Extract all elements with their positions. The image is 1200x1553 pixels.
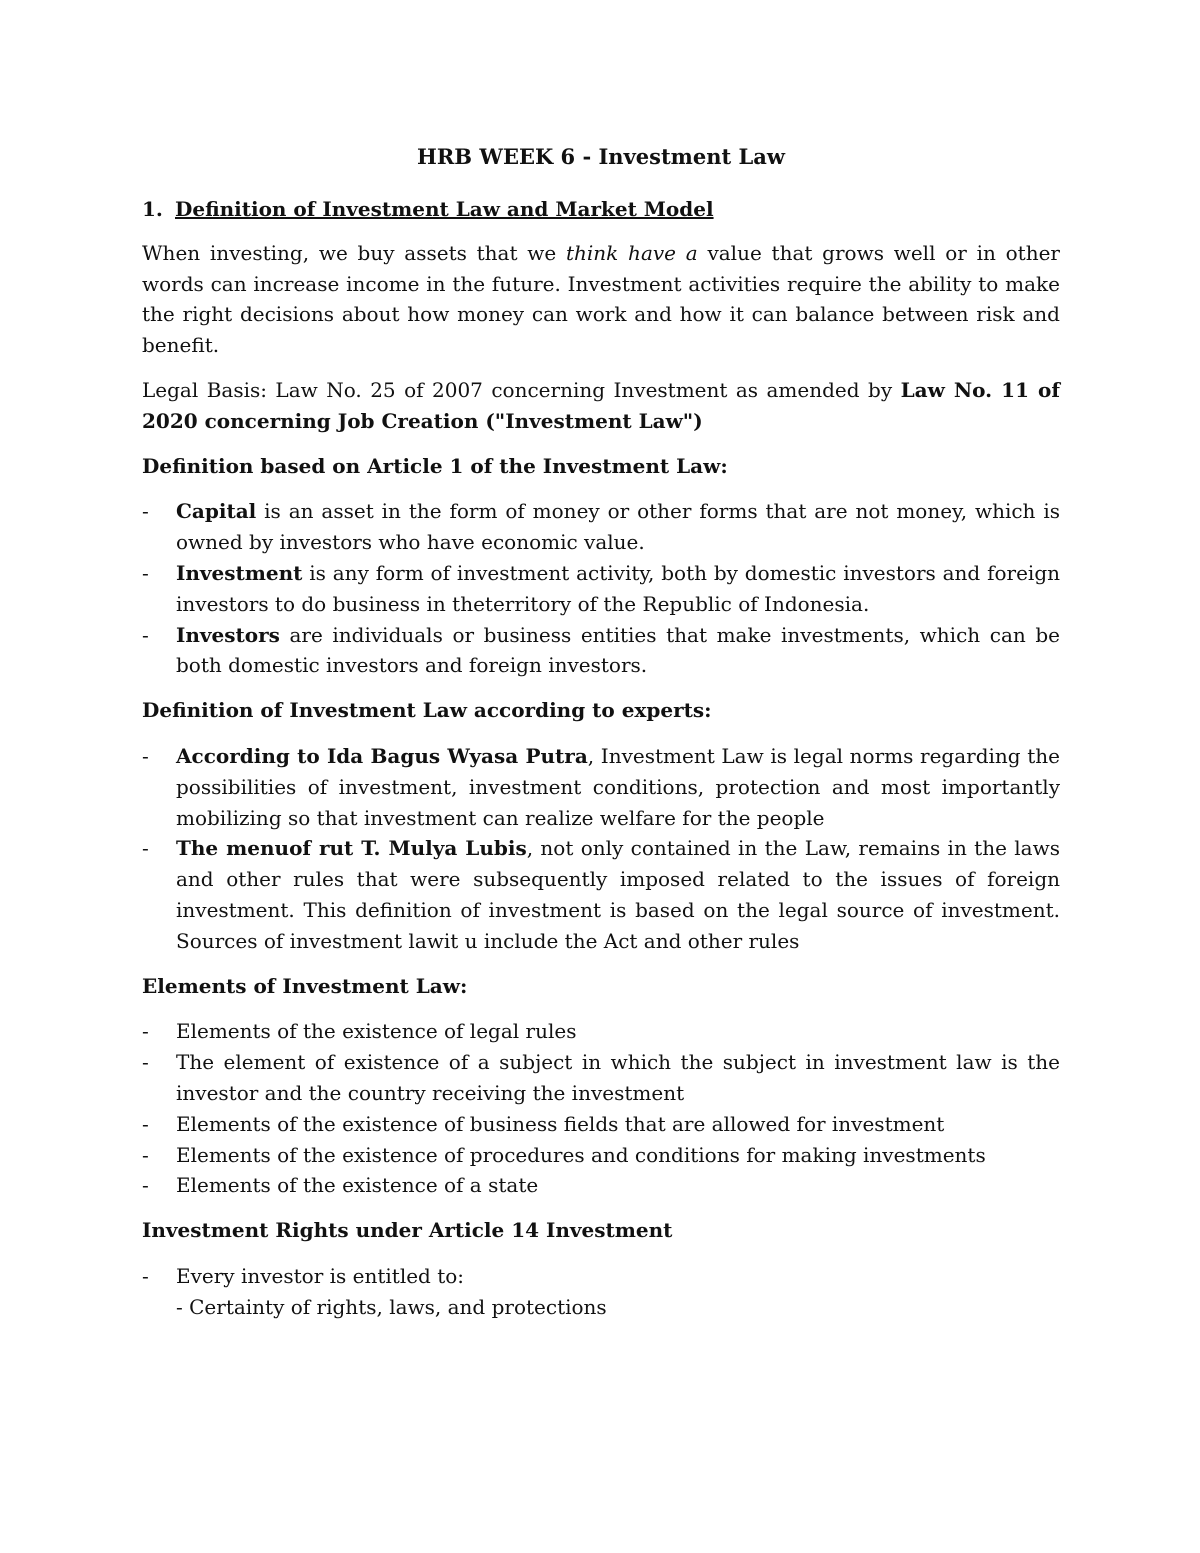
- list-item-text: is any form of investment activity, both by domestic investors and foreign investors to do business in theterritory of the Republic of Indonesia.: [176, 560, 1060, 616]
- list-item-term: Capital: [176, 499, 257, 524]
- legal-basis-bold: Law No. 11 of 2020 concerning Job Creation ("Investment Law"): [142, 377, 1060, 433]
- list-subitem-text: - Certainty of rights, laws, and protections: [176, 1294, 607, 1319]
- intro-text-italic: think have a: [565, 240, 698, 265]
- list-item: [142, 496, 1060, 558]
- list-item: [142, 833, 1060, 956]
- elements-list: [142, 1016, 1060, 1201]
- section-1-heading: [142, 194, 1060, 225]
- list-item: [142, 1261, 1060, 1323]
- intro-text-end: value that grows well or in other words can increase income in the future. Investment activities require the ability to make the right decisions about how money can work and how it can balance between risk and benefit.: [142, 240, 1060, 358]
- list-item: [142, 620, 1060, 682]
- list-item: - Elements of the existence of legal rules: [142, 1016, 1060, 1047]
- list-item-term: The menuof rut T. Mulya Lubis: [176, 836, 527, 861]
- list-item: - Elements of the existence of procedures and conditions for making investments: [142, 1140, 1060, 1171]
- intro-text-start: When investing, we buy assets that we: [142, 240, 566, 265]
- document-page: [142, 140, 1060, 1337]
- legal-basis-paragraph: [142, 375, 1060, 437]
- list-item: - Elements of the existence of business fields that are allowed for investment: [142, 1109, 1060, 1140]
- list-item-text: - Every investor is entitled to:: [176, 1263, 465, 1288]
- document-title: HRB WEEK 6 - Investment Law: [417, 144, 785, 169]
- list-item: - Elements of the existence of a state: [142, 1170, 1060, 1201]
- list-item: [142, 741, 1060, 833]
- section-1-title: Definition of Investment Law and Market Model: [175, 197, 714, 221]
- list-item-text: is an asset in the form of money or other forms that are not money, which is owned by investors who have economic value.: [176, 499, 1060, 555]
- list-item-term: Investors: [176, 622, 280, 647]
- rights-heading: Investment Rights under Article 14 Investment: [142, 1218, 673, 1243]
- list-item: [142, 558, 1060, 620]
- list-item-term: According to Ida Bagus Wyasa Putra: [176, 743, 588, 768]
- intro-paragraph: [142, 238, 1060, 361]
- definitions-list: [142, 496, 1060, 681]
- section-1-number: 1.: [142, 197, 163, 221]
- list-item-term: Investment: [176, 560, 303, 585]
- list-item: - The element of existence of a subject in which the subject in investment law is the investor and the country receiving the investment: [142, 1047, 1060, 1109]
- definitions-heading: Definition based on Article 1 of the Investment Law:: [142, 453, 728, 478]
- list-item-text: , Investment Law is legal norms regarding the possibilities of investment, investment conditions, protection and most importantly mobilizing so that investment can realize welfare for the people: [176, 743, 1060, 830]
- list-item-text: are individuals or business entities that make investments, which can be both domestic investors and foreign investors.: [176, 622, 1060, 678]
- rights-list: [142, 1261, 1060, 1323]
- experts-heading: Definition of Investment Law according to experts:: [142, 698, 712, 723]
- experts-list: [142, 741, 1060, 957]
- list-item-text: , not only contained in the Law, remains in the laws and other rules that were subsequently imposed related to the issues of foreign investment. This definition of investment is based on the legal source of investment. Sources of investment lawit u include the Act and other rules: [176, 836, 1060, 953]
- elements-heading: Elements of Investment Law:: [142, 973, 468, 998]
- legal-basis-text: Legal Basis: Law No. 25 of 2007 concerning Investment as amended by: [142, 377, 901, 402]
